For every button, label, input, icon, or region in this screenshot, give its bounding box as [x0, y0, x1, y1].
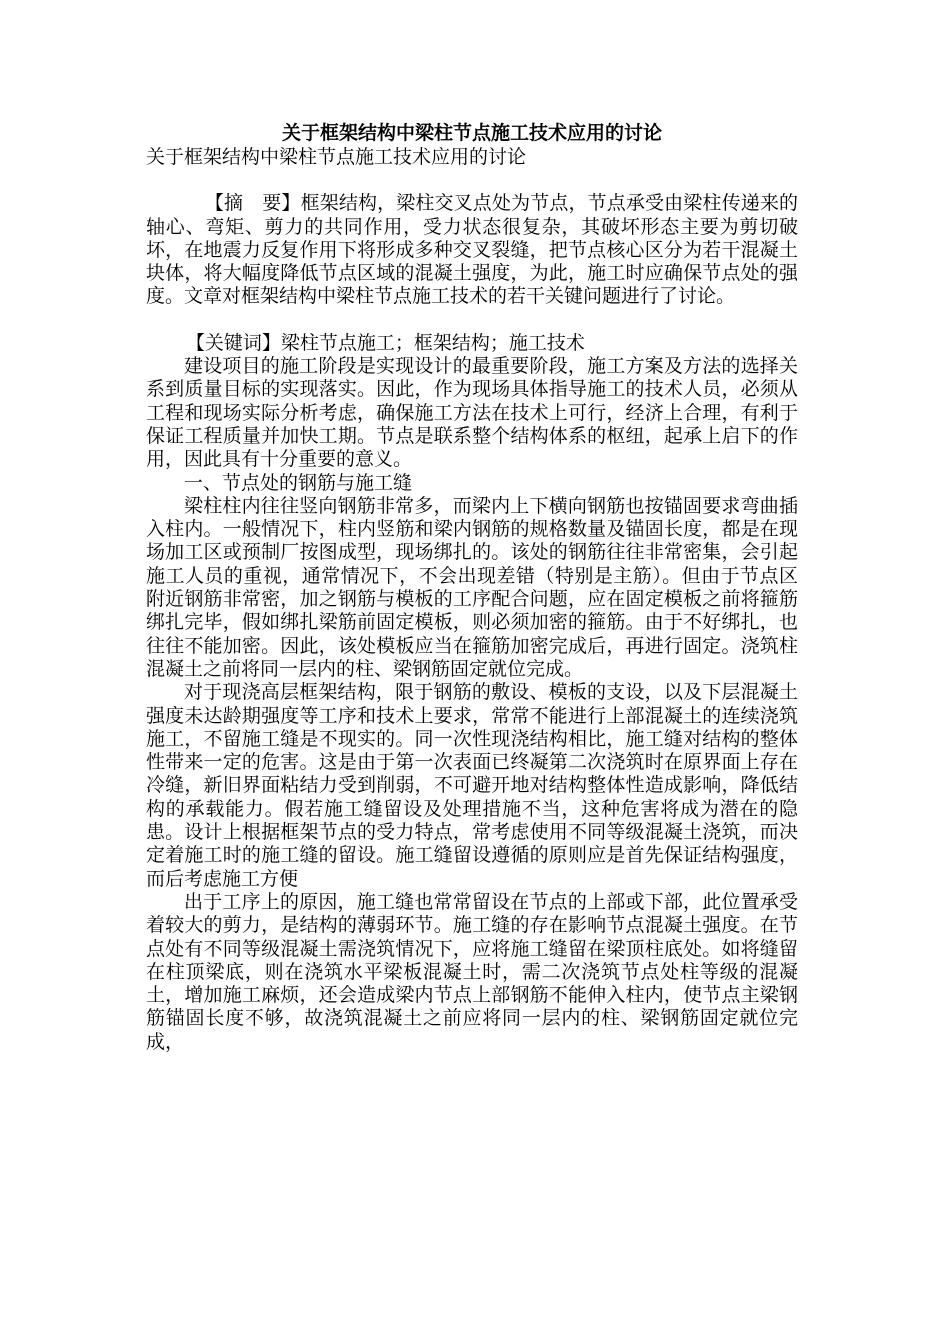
document-body [146, 121, 798, 1054]
document-subtitle: 关于框架结构中梁柱节点施工技术应用的讨论 [146, 146, 527, 168]
body-paragraph: 对于现浇高层框架结构，限于钢筋的敷设、模板的支设，以及下层混凝土强度未达龄期强度等工序和技术上要求，常常不能进行上部混凝土的连续浇筑施工，不留施工缝是不现实的。同一次性现浇结构相比，施工缝对结构的整体性带来一定的危害。这是由于第一次表面已终凝第二次浇筑时在原界面上存在冷缝，新旧界面粘结力受到削弱，不可避开地对结构整体性造成影响，降低结构的承载能力。假若施工缝留设及处理措施不当，这种危害将成为潜在的隐患。设计上根据框架节点的受力特点，常考虑使用不同等级混凝土浇筑，而决定着施工时的施工缝的留设。施工缝留设遵循的原则应是首先保证结构强度，而后考虑施工方便 [146, 681, 798, 890]
section-heading: 一、节点处的钢筋与施工缝 [184, 471, 413, 494]
abstract-paragraph [146, 192, 798, 308]
keywords-text: 梁柱节点施工；框架结构；施工技术 [280, 331, 585, 354]
document-title: 关于框架结构中梁柱节点施工技术应用的讨论 [281, 122, 662, 144]
body-paragraph: 出于工序上的原因，施工缝也常常留设在节点的上部或下部，此位置承受着较大的剪力，是结构的薄弱环节。施工缝的存在影响节点混凝土强度。在节点处有不同等级混凝土需浇筑情况下，应将施工缝留在梁顶柱底处。如将缝留在柱顶梁底，则在浇筑水平梁板混凝土时，需二次浇筑节点处柱等级的混凝土，增加施工麻烦，还会造成梁内节点上部钢筋不能伸入柱内，使节点主梁钢筋锚固长度不够，故浇筑混凝土之前应将同一层内的柱、梁钢筋固定就位完成， [146, 890, 798, 1053]
abstract-text: 框架结构，梁柱交叉点处为节点，节点承受由梁柱传递来的轴心、弯矩、剪力的共同作用，受力状态很复杂，其破坏形态主要为剪切破坏，在地震力反复作用下将形成多种交叉裂缝，把节点核心区分为若干混凝土块体，将大幅度降低节点区域的混凝土强度，为此，施工时应确保节点处的强度。文章对框架结构中梁柱节点施工技术的若干关键问题进行了讨论。 [146, 192, 798, 308]
abstract-label: 【摘 要】 [204, 192, 301, 215]
keywords-label: 【关键词】 [185, 331, 281, 354]
body-paragraph: 建设项目的施工阶段是实现设计的最重要阶段，施工方案及方法的选择关系到质量目标的实现落实。因此，作为现场具体指导施工的技术人员，必须从工程和现场实际分析考虑，确保施工方法在技术上可行，经济上合理，有利于保证工程质量并加快工期。节点是联系整个结构体系的枢纽，起承上启下的作用，因此具有十分重要的意义。 [146, 355, 798, 471]
body-paragraph: 梁柱柱内往往竖向钢筋非常多，而梁内上下横向钢筋也按锚固要求弯曲插入柱内。一般情况下，柱内竖筋和梁内钢筋的规格数量及锚固长度，都是在现场加工区或预制厂按图成型，现场绑扎的。该处的钢筋往往非常密集，会引起施工人员的重视，通常情况下，不会出现差错（特别是主筋）。但由于节点区附近钢筋非常密，加之钢筋与模板的工序配合问题，应在固定模板之前将箍筋绑扎完毕，假如绑扎梁筋前固定模板，则必须加密的箍筋。由于不好绑扎，也往往不能加密。因此，该处模板应当在箍筋加密完成后，再进行固定。浇筑柱混凝土之前将同一层内的柱、梁钢筋固定就位完成。 [146, 494, 798, 680]
keywords-paragraph [146, 332, 798, 355]
